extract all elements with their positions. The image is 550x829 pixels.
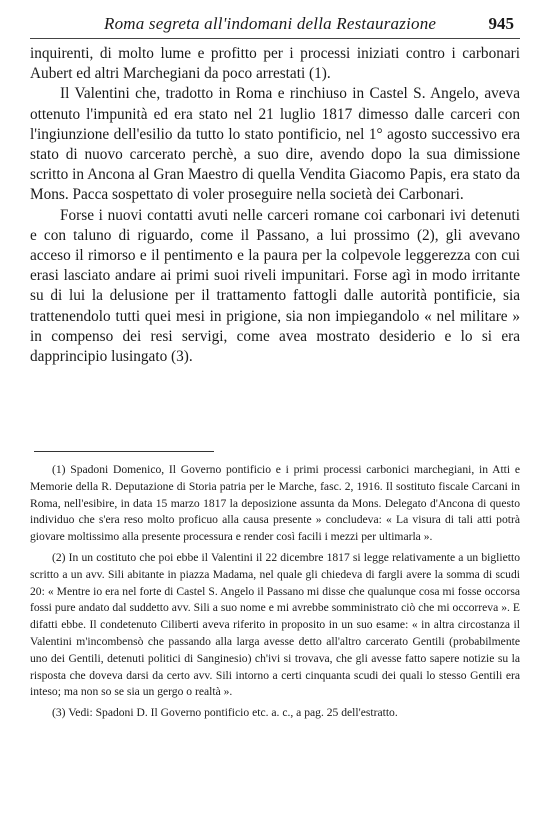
footnote-separator: [34, 451, 214, 452]
footnote: (2) In un costituto che poi ebbe il Valentini il 22 dicembre 1817 si legge relativamente a un biglietto scritto a un avv. Sili abitante in piazza Madama, nel quale gli chiedeva di fargli avere la somma di scudi 20: « Mentre io era nel forte di Castel S. Angelo il Passano mi disse che qualunque cosa mi fosse occorsa fossi pure andato dal suddetto avv. Sili a suo nome e mi avrebbe somministrato ciò che mi occorreva ». E difatti ebbe. Il condetenuto Ciliberti aveva riferito in proposito in un suo esame: « in altra circostanza il Valentini m'incombensò che passando alla larga avesse detto all'altro carcerato Gentili (probabilmente uno dei Gentili, detenuti politici di Sanginesio) ch'ivi si trovava, che gli avesse fatto sapere notizie su la risposta che doveva darsi da certo avv. Sili intorno a certi cinquanta scudi dei quali lo stesso Gentili era inteso; ma non so se sia un gergo o realtà ».: [30, 550, 520, 699]
footnotes: [30, 462, 520, 726]
footnote: (3) Vedi: Spadoni D. Il Governo pontificio etc. a. c., a pag. 25 dell'estratto.: [52, 706, 398, 720]
footnote: (1) Spadoni Domenico, Il Governo pontificio e i primi processi carbonici marchegiani, in Atti e Memorie della R. Deputazione di Storia patria per le Marche, fasc. 2, 1916. Il sostituto fiscale Carcani in Roma, nell'esibire, in data 15 marzo 1817 la deposizione assunta da Mons. Delegato d'Ancona di questo individuo che s'era reso molto proficuo alla causa presente » concludeva: « La visura di tali atti potrà giovare moltissimo alla presente processura e render così facili i mezzi per ultimarla ».: [30, 463, 520, 544]
paragraph: Il Valentini che, tradotto in Roma e rinchiuso in Castel S. Angelo, aveva ottenuto l'impunità ed era stato nel 21 luglio 1817 dimesso dalle carceri con l'ingiunzione dell'esilio da tutto lo stato pontificio, nel 1° agosto successivo era stato di nuovo carcerato perchè, a suo dire, avendo dopo la sua dimissione scritto in Ancona al Gran Maestro di quella Vendita Giacomo Papis, era stato da Mons. Pacca sospettato di voler proseguire nella società dei Carbonari.: [30, 85, 520, 204]
page-header: [30, 8, 520, 39]
paragraph: Forse i nuovi contatti avuti nelle carceri romane coi carbonari ivi detenuti e con taluno di riguardo, come il Passano, a lui prossimo (2), gli avevano acceso il rimorso e il pentimento e la paura per la colpevole leggerezza con cui erasi lasciato andare ai primi suoi riveli impunitari. Forse agì in modo irritante su di lui la delusione per il trattamento fattogli dalle autorità pontificie, sia trattenendolo tutti quei mesi in prigione, sia non impiegandolo « nel militare » in compenso dei resi servigi, come avea mostrato desiderio e lo si era dapprincipio lusingato (3).: [30, 206, 520, 366]
paragraph: inquirenti, di molto lume e profitto per i processi iniziati contro i carbonari Aubert ed altri Marchegiani da poco arrestati (1).: [30, 45, 520, 83]
running-title: Roma segreta all'indomani della Restaurazione: [104, 14, 437, 33]
page-number: 945: [488, 14, 514, 33]
main-text: [30, 44, 520, 367]
